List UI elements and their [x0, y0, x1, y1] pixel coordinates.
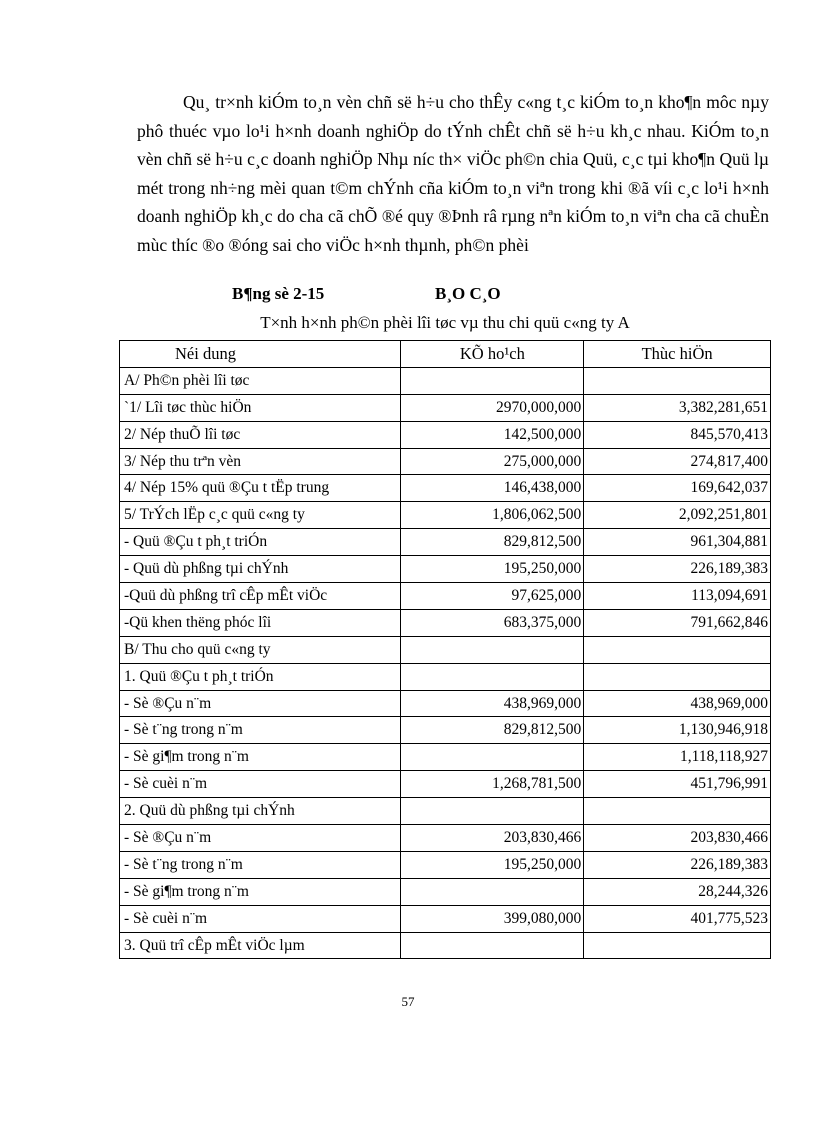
cell-plan: 683,375,000 [401, 609, 584, 636]
cell-content: - Sè ®Çu n¨m [120, 825, 401, 852]
table-row [120, 878, 771, 905]
cell-content: 3/ Nép thu trªn vèn [120, 448, 401, 475]
cell-plan: 399,080,000 [401, 905, 584, 932]
cell-actual: 203,830,466 [584, 825, 771, 852]
cell-plan [401, 744, 584, 771]
para-line: do cha cã chÕ ®é quy ®Þnh râ rµng nªn kiÓm to¸n viªn cha cã chuÈn mùc [137, 206, 769, 255]
cell-actual: 791,662,846 [584, 609, 771, 636]
cell-plan [401, 932, 584, 959]
table-label: B¶ng sè 2-15 [232, 284, 325, 303]
table-row [120, 771, 771, 798]
cell-content: -Qü khen thëng phóc lîi [120, 609, 401, 636]
cell-actual [584, 636, 771, 663]
table-row [120, 690, 771, 717]
cell-plan: 1,268,781,500 [401, 771, 584, 798]
cell-actual: 226,189,383 [584, 556, 771, 583]
para-line: chÝnh cña kiÓm to¸n viªn trong khi ®ã víi c¸c lo¹i h×nh doanh nghiÖp kh¸c [137, 177, 769, 226]
cell-plan: 142,500,000 [401, 421, 584, 448]
cell-actual: 401,775,523 [584, 905, 771, 932]
cell-content: 2. Quü dù phßng tµi chÝnh [120, 798, 401, 825]
cell-actual: 169,642,037 [584, 475, 771, 502]
cell-plan: 195,250,000 [401, 851, 584, 878]
cell-content: 2/ Nép thuÕ lîi tøc [120, 421, 401, 448]
table-row [120, 583, 771, 610]
cell-content: - Sè t¨ng trong n¨m [120, 851, 401, 878]
cell-plan: 146,438,000 [401, 475, 584, 502]
table-row [120, 798, 771, 825]
para-line: thíc ®o ®óng sai cho viÖc h×nh thµnh, ph©n phèi [171, 234, 529, 255]
cell-content: -Quü dù phßng trî cÊp mÊt viÖc [120, 583, 401, 610]
cell-plan: 203,830,466 [401, 825, 584, 852]
cell-plan: 829,812,500 [401, 529, 584, 556]
cell-actual: 845,570,413 [584, 421, 771, 448]
intro-paragraph [137, 88, 769, 259]
cell-content: 5/ TrÝch lËp c¸c quü c«ng ty [120, 502, 401, 529]
table-row [120, 851, 771, 878]
cell-plan: 829,812,500 [401, 717, 584, 744]
report-table [119, 340, 771, 959]
cell-plan [401, 878, 584, 905]
table-row [120, 394, 771, 421]
header-plan: KÕ ho¹ch [401, 341, 584, 368]
cell-actual: 438,969,000 [584, 690, 771, 717]
cell-plan: 1,806,062,500 [401, 502, 584, 529]
para-line: viÖc ph©n chia Quü, c¸c tµi kho¶n Quü lµ mét trong nh÷ng mèi quan t©m [137, 149, 770, 198]
table-row [120, 475, 771, 502]
cell-plan: 97,625,000 [401, 583, 584, 610]
cell-actual: 274,817,400 [584, 448, 771, 475]
cell-actual [584, 798, 771, 825]
header-actual: Thùc hiÖn [584, 341, 771, 368]
cell-plan: 275,000,000 [401, 448, 584, 475]
cell-plan [401, 636, 584, 663]
cell-content: 1. Quü ®Çu t ph¸t triÓn [120, 663, 401, 690]
para-line: Qu¸ tr×nh kiÓm to¸n vèn chñ së h÷u cho thÊy c«ng t¸c kiÓm to¸n [183, 92, 654, 112]
cell-content: B/ Thu cho quü c«ng ty [120, 636, 401, 663]
cell-actual [584, 663, 771, 690]
table-row [120, 663, 771, 690]
table-row [120, 932, 771, 959]
cell-plan [401, 367, 584, 394]
cell-actual: 451,796,991 [584, 771, 771, 798]
cell-content: - Quü ®Çu t ph¸t triÓn [120, 529, 401, 556]
cell-content: 3. Quü trî cÊp mÊt viÖc lµm [120, 932, 401, 959]
table-row [120, 448, 771, 475]
cell-actual: 1,118,118,927 [584, 744, 771, 771]
cell-plan: 438,969,000 [401, 690, 584, 717]
cell-plan: 195,250,000 [401, 556, 584, 583]
table-row [120, 502, 771, 529]
cell-content: A/ Ph©n phèi lîi tøc [120, 367, 401, 394]
table-row [120, 825, 771, 852]
para-line: h÷u kh¸c nhau. KiÓm to¸n vèn chñ së h÷u c¸c doanh nghiÖp Nhµ níc th× [137, 120, 769, 169]
cell-actual: 3,382,281,651 [584, 394, 771, 421]
table-row [120, 367, 771, 394]
cell-content: - Sè gi¶m trong n¨m [120, 744, 401, 771]
cell-actual: 113,094,691 [584, 583, 771, 610]
cell-content: - Sè cuèi n¨m [120, 771, 401, 798]
table-row [120, 636, 771, 663]
cell-actual [584, 932, 771, 959]
cell-content: - Sè cuèi n¨m [120, 905, 401, 932]
header-content: Néi dung [120, 341, 401, 368]
table-row [120, 744, 771, 771]
table-row [120, 717, 771, 744]
table-row [120, 556, 771, 583]
table-header-row [120, 341, 771, 368]
para-line: kho¶n môc nµy phô thuéc vµo lo¹i h×nh doanh nghiÖp do tÝnh chÊt chñ së [137, 92, 769, 141]
cell-actual: 1,130,946,918 [584, 717, 771, 744]
cell-actual: 961,304,881 [584, 529, 771, 556]
cell-plan: 2970,000,000 [401, 394, 584, 421]
table-row [120, 529, 771, 556]
cell-content: - Sè t¨ng trong n¨m [120, 717, 401, 744]
cell-plan [401, 663, 584, 690]
table-name: B¸O C¸O [435, 284, 501, 303]
table-row [120, 421, 771, 448]
cell-content: `1/ Lîi tøc thùc hiÖn [120, 394, 401, 421]
cell-content: 4/ Nép 15% quü ®Çu t tËp trung [120, 475, 401, 502]
table-row [120, 905, 771, 932]
cell-actual [584, 367, 771, 394]
cell-actual: 28,244,326 [584, 878, 771, 905]
page-number: 57 [401, 994, 415, 1009]
cell-content: - Sè gi¶m trong n¨m [120, 878, 401, 905]
cell-content: - Sè ®Çu n¨m [120, 690, 401, 717]
table-row [120, 609, 771, 636]
cell-plan [401, 798, 584, 825]
cell-content: - Quü dù phßng tµi chÝnh [120, 556, 401, 583]
cell-actual: 2,092,251,801 [584, 502, 771, 529]
cell-actual: 226,189,383 [584, 851, 771, 878]
table-subtitle: T×nh h×nh ph©n phèi lîi tøc vµ thu chi quü c«ng ty A [260, 313, 630, 332]
